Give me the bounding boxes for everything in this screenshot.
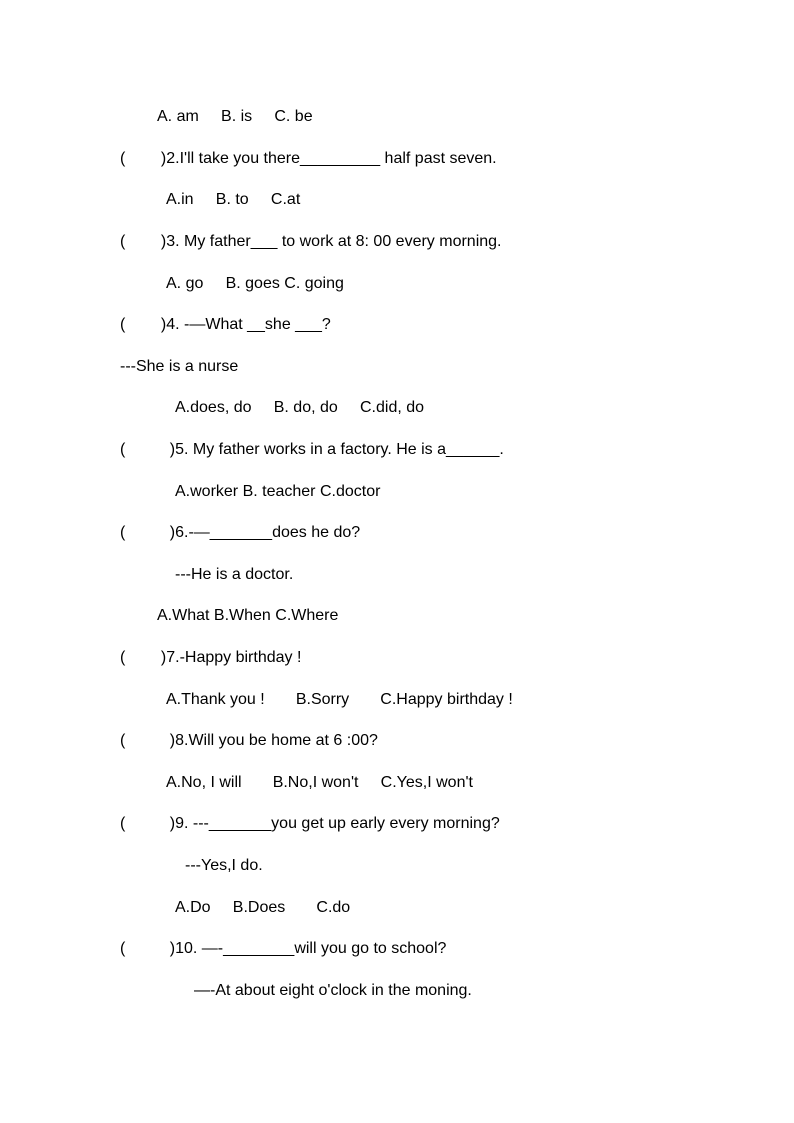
q5-question: ( )5. My father works in a factory. He is a______.: [120, 441, 504, 458]
q3-options: A. go B. goes C. going: [166, 275, 344, 292]
q6-options: A.What B.When C.Where: [157, 607, 339, 624]
q7-options: A.Thank you ! B.Sorry C.Happy birthday !: [166, 691, 513, 708]
q9-answer: ---Yes,I do.: [185, 857, 263, 874]
q9-question: ( )9. ---_______you get up early every morning?: [120, 815, 500, 832]
q1-options: A. am B. is C. be: [157, 108, 313, 125]
q10-question: ( )10. —-________will you go to school?: [120, 940, 447, 957]
q6-question: ( )6.-—_______does he do?: [120, 524, 361, 541]
q2-options: A.in B. to C.at: [166, 191, 301, 208]
q4-answer: ---She is a nurse: [120, 358, 239, 375]
q7-question: ( )7.-Happy birthday !: [120, 649, 302, 666]
q8-options: A.No, I will B.No,I won't C.Yes,I won't: [166, 774, 473, 791]
q9-options: A.Do B.Does C.do: [175, 899, 351, 916]
q2-question: ( )2.I'll take you there_________ half past seven.: [120, 150, 497, 167]
q4-question: ( )4. -—What __she ___?: [120, 316, 331, 333]
q8-question: ( )8.Will you be home at 6 :00?: [120, 732, 378, 749]
q10-answer: —-At about eight o'clock in the moning.: [194, 982, 472, 999]
q5-options: A.worker B. teacher C.doctor: [175, 483, 381, 500]
q3-question: ( )3. My father___ to work at 8: 00 every morning.: [120, 233, 502, 250]
q4-options: A.does, do B. do, do C.did, do: [175, 399, 425, 416]
q6-answer: ---He is a doctor.: [175, 566, 294, 583]
